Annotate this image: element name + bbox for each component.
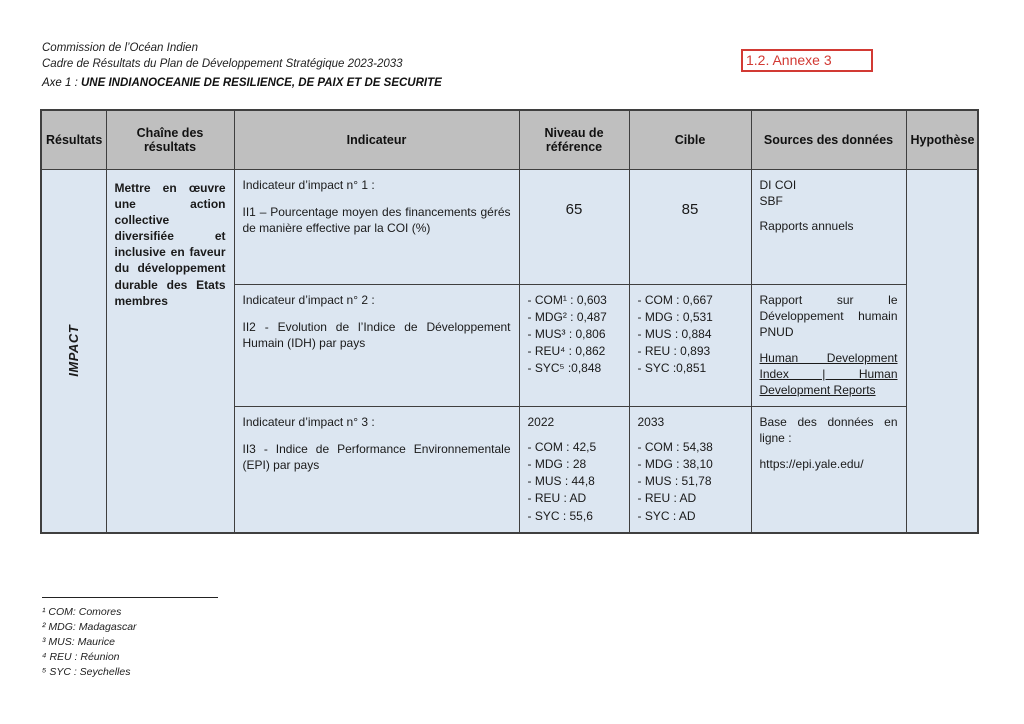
indicator-2-title: Indicateur d’impact n° 2 :	[242, 292, 375, 307]
source-line: DI COI	[759, 177, 797, 192]
baseline-value: - MUS : 44,8	[527, 474, 595, 489]
indicator-3-text: II3 - Indice de Performance Environnementale (EPI) par pays	[242, 441, 511, 472]
axis-heading	[42, 77, 442, 89]
target-3-cell	[629, 406, 751, 533]
hypothesis-cell	[906, 169, 978, 533]
footnote-mus: ³ MUS: Maurice	[42, 636, 115, 648]
indicator-1-cell	[234, 169, 519, 284]
org-name: Commission de l’Océan Indien	[42, 42, 198, 54]
table-row-indicator-1	[41, 169, 978, 284]
impact-cell	[41, 169, 106, 533]
indicator-3-title: Indicateur d’impact n° 3 :	[242, 414, 375, 429]
col-header-resultats: Résultats	[41, 110, 106, 169]
target-value: - MDG : 38,10	[637, 457, 713, 471]
source-line: Rapports annuels	[759, 218, 854, 233]
col-header-hypothese: Hypothèse	[906, 110, 978, 169]
target-value: - MDG : 0,531	[637, 309, 713, 324]
axis-title: UNE INDIANOCEANIE DE RESILIENCE, DE PAIX ET DE SECURITE	[81, 77, 442, 89]
baseline-value: - SYC⁵ :0,848	[527, 361, 602, 376]
sources-1-cell	[751, 169, 906, 284]
baseline-value: - SYC : 55,6	[527, 508, 593, 523]
col-header-cible: Cible	[629, 110, 751, 169]
target-value: - SYC : AD	[637, 508, 696, 523]
footnote-com: ¹ COM: Comores	[42, 606, 122, 618]
footnote-syc: ⁵ SYC : Seychelles	[42, 666, 131, 678]
baseline-value: - MUS³ : 0,806	[527, 326, 606, 341]
target-value: - COM : 0,667	[637, 292, 713, 307]
baseline-value: - REU⁴ : 0,862	[527, 344, 606, 359]
source-text: Rapport sur le Développement humain PNUD	[759, 292, 898, 339]
hdi-report-link[interactable]: Human Development Index | Human Development Reports	[759, 351, 898, 398]
indicator-1-text: II1 – Pourcentage moyen des financements gérés de manière effective par la COI (%)	[242, 204, 511, 235]
impact-label: IMPACT	[65, 324, 81, 377]
footnote-reu: ⁴ REU : Réunion	[42, 651, 120, 663]
col-header-chaine: Chaîne des résultats	[106, 110, 234, 169]
footnotes-block	[42, 605, 137, 680]
footnote-mdg: ² MDG: Madagascar	[42, 621, 137, 633]
chain-of-results-cell: Mettre en œuvre une action collective diversifiée et inclusive en faveur du développement durable des Etats membres	[106, 169, 234, 533]
sources-2-cell	[751, 284, 906, 406]
target-value: - REU : AD	[637, 491, 697, 506]
baseline-value: - COM¹ : 0,603	[527, 292, 607, 307]
axis-prefix: Axe 1 :	[42, 77, 81, 89]
results-framework-table	[40, 109, 979, 534]
footnote-separator	[42, 597, 218, 598]
baseline-year: 2022	[527, 414, 555, 429]
indicator-1-title: Indicateur d’impact n° 1 :	[242, 177, 375, 192]
document-header	[42, 40, 403, 72]
indicator-2-cell	[234, 284, 519, 406]
target-value: - REU : 0,893	[637, 344, 711, 359]
target-value: - MUS : 51,78	[637, 474, 712, 489]
baseline-value: - MDG² : 0,487	[527, 309, 607, 324]
col-header-sources: Sources des données	[751, 110, 906, 169]
target-value: - MUS : 0,884	[637, 326, 712, 341]
indicator-3-cell	[234, 406, 519, 533]
baseline-3-cell	[519, 406, 629, 533]
target-value: - COM : 54,38	[637, 439, 713, 454]
epi-database-link[interactable]: https://epi.yale.edu/	[759, 457, 864, 471]
annexe-badge: 1.2. Annexe 3	[741, 49, 873, 72]
baseline-1-cell: 65	[519, 169, 629, 284]
baseline-value: - REU : AD	[527, 491, 587, 506]
target-value: - SYC :0,851	[637, 361, 707, 376]
target-1-cell: 85	[629, 169, 751, 284]
target-2-cell	[629, 284, 751, 406]
sources-3-cell	[751, 406, 906, 533]
doc-subtitle: Cadre de Résultats du Plan de Développement Stratégique 2023-2033	[42, 58, 403, 70]
col-header-niveau: Niveau de référence	[519, 110, 629, 169]
source-text: Base des données en ligne :	[759, 414, 898, 445]
target-year: 2033	[637, 414, 665, 429]
baseline-value: - COM : 42,5	[527, 439, 597, 454]
source-line: SBF	[759, 193, 783, 208]
indicator-2-text: II2 - Evolution de l’Indice de Développement Humain (IDH) par pays	[242, 319, 511, 350]
table-header-row	[41, 110, 978, 169]
col-header-indicateur: Indicateur	[234, 110, 519, 169]
baseline-2-cell	[519, 284, 629, 406]
baseline-value: - MDG : 28	[527, 457, 587, 471]
